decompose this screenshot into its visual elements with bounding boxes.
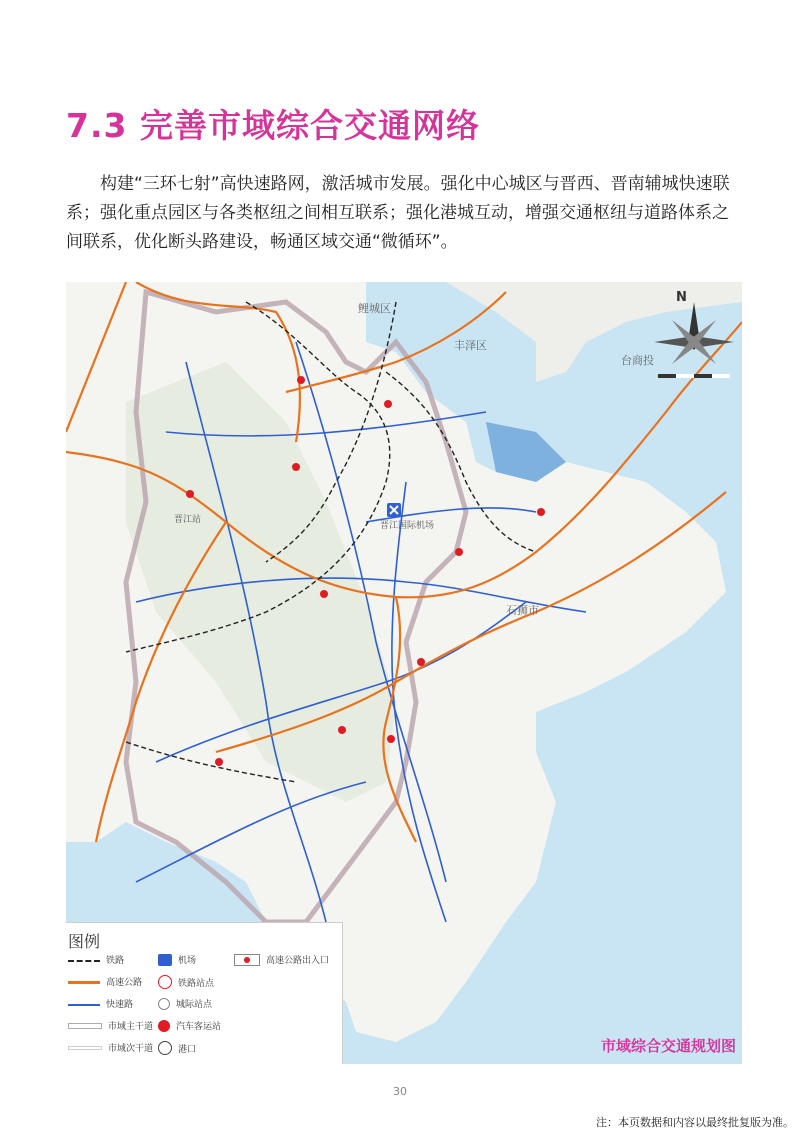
footnote: 注：本页数据和内容以最终批复版为准。 xyxy=(596,1116,794,1129)
map-title: 市域综合交通规划图 xyxy=(600,1037,736,1055)
legend-port: 港口 xyxy=(158,1041,196,1055)
map-legend xyxy=(66,922,343,1064)
fast-road-symbol xyxy=(68,1004,100,1006)
legend-fast-road: 快速路 xyxy=(68,997,133,1010)
railway-symbol xyxy=(68,960,100,962)
label-airport: 晋江国际机场 xyxy=(380,521,435,531)
legend-main-road: 市域主干道 xyxy=(68,1019,153,1032)
section-heading: 7.3 完善市域综合交通网络 xyxy=(66,106,480,145)
legend-railway: 铁路 xyxy=(68,953,124,966)
label-jinjiang-station: 晋江站 xyxy=(174,515,202,525)
airport-marker xyxy=(387,503,401,517)
legend-intercity-station: 城际站点 xyxy=(158,997,212,1010)
label-fengze: 丰泽区 xyxy=(454,339,487,352)
highway-exit-icon xyxy=(234,954,260,966)
rail-station-icon xyxy=(158,975,172,989)
legend-expressway: 高速公路 xyxy=(68,975,142,988)
page-number: 30 xyxy=(393,1085,407,1098)
legend-airport: 机场 xyxy=(158,953,196,966)
scale-bar xyxy=(658,374,730,378)
airport-icon xyxy=(158,954,172,966)
north-label: N xyxy=(676,290,687,305)
legend-secondary-road: 市域次干道 xyxy=(68,1041,153,1054)
port-icon xyxy=(158,1041,172,1055)
legend-bus-station: 汽车客运站 xyxy=(158,1019,221,1032)
main-road-symbol xyxy=(68,1023,102,1029)
intro-paragraph xyxy=(66,170,736,257)
label-shishi: 石狮市 xyxy=(506,604,539,617)
intro-text: 构建“三环七射”高快速路网，激活城市发展。强化中心城区与晋西、晋南辅城快速联系；强化重点园区与各类枢纽之间相互联系；强化港城互动，增强交通枢纽与道路体系之间联系，优化断头路建设，畅通区域交通“微循环”。 xyxy=(66,174,730,252)
label-taishang: 台商投 xyxy=(621,354,654,367)
label-licheng: 鲤城区 xyxy=(358,302,391,315)
legend-title: 图例 xyxy=(68,932,101,951)
intercity-station-icon xyxy=(158,998,170,1010)
expressway-symbol xyxy=(68,981,100,984)
secondary-road-symbol xyxy=(68,1046,102,1050)
transport-map xyxy=(66,282,742,1064)
bus-station-icon xyxy=(158,1020,170,1032)
legend-highway-exit: 高速公路出入口 xyxy=(234,953,329,966)
legend-rail-station: 铁路站点 xyxy=(158,975,214,989)
